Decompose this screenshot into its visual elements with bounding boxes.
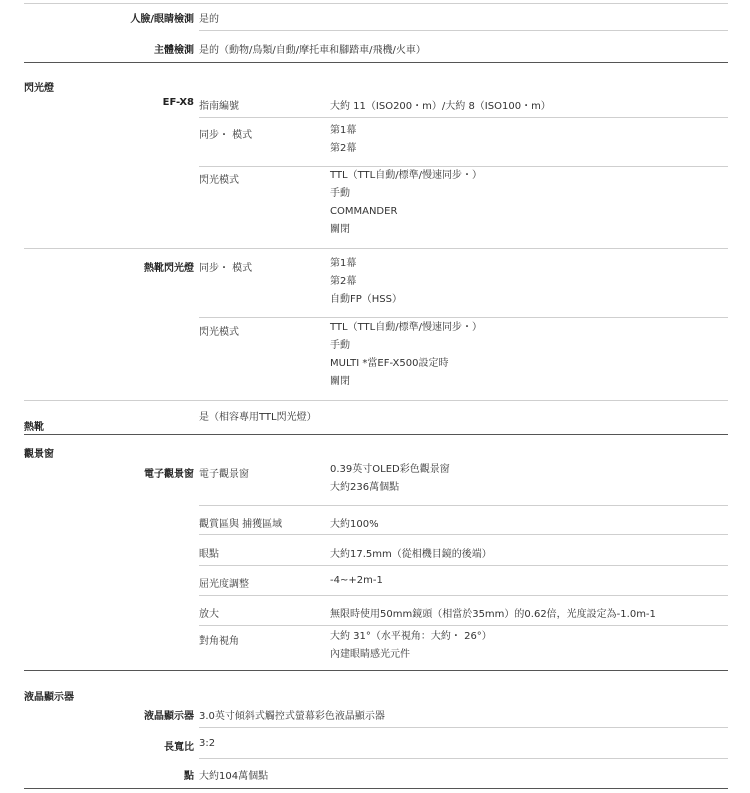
divider	[199, 595, 728, 596]
divider	[199, 505, 728, 506]
divider	[24, 3, 728, 4]
section-title-viewfinder: 觀景窗	[24, 449, 54, 460]
lcd-label: 液晶顯示器	[144, 711, 194, 722]
diagonal-angle-value: 大約 31°（水平視角：大約・ 26°）	[330, 631, 492, 642]
divider	[24, 248, 728, 249]
sync-mode-value: 第2幕	[330, 143, 357, 154]
flash-mode-value: COMMANDER	[330, 206, 398, 217]
hotshoe-value: 是（相容專用TTL閃光燈）	[199, 412, 317, 423]
subject-detect-label: 主體檢測	[154, 45, 194, 56]
evf-values	[330, 461, 450, 497]
diopter-value: -4~+2m-1	[330, 575, 383, 586]
sync-mode-label: 同步・ 模式	[199, 263, 253, 274]
ef-x8-label: EF-X8	[162, 97, 194, 108]
sync-mode-values	[330, 255, 402, 309]
dots-value: 大約104萬個點	[199, 771, 269, 782]
flash-mode-value: MULTI *當EF-X500設定時	[330, 358, 449, 369]
divider	[199, 317, 728, 318]
flash-mode-values	[330, 319, 482, 391]
eyepoint-value: 大約17.5mm（從相機目鏡的後端）	[330, 549, 492, 560]
face-eye-detect-value: 是的	[199, 14, 219, 25]
coverage-value: 大約100%	[330, 519, 379, 530]
divider	[199, 534, 728, 535]
magnification-label: 放大	[199, 609, 219, 620]
guide-number-value: 大約 11（ISO200・m）/大約 8（ISO100・m）	[330, 101, 551, 112]
evf-item-label: 電子觀景窗	[199, 469, 249, 480]
guide-number-label: 指南編號	[199, 101, 239, 112]
sync-mode-value: 第2幕	[330, 276, 357, 287]
magnification-value: 無限時使用50mm鏡頭（相當於35mm）的0.62倍，光度設定為-1.0m-1	[330, 609, 656, 620]
flash-mode-value: TTL（TTL自動/標準/慢速同步・）	[330, 322, 482, 333]
flash-mode-label: 閃光模式	[199, 327, 239, 338]
flash-mode-label: 閃光模式	[199, 175, 239, 186]
flash-mode-value: TTL（TTL自動/標準/慢速同步・）	[330, 170, 482, 181]
diagonal-angle-label: 對角視角	[199, 636, 239, 647]
flash-mode-value: 關閉	[330, 376, 350, 387]
section-divider	[24, 62, 728, 63]
flash-mode-value: 關閉	[330, 224, 350, 235]
section-divider	[24, 670, 728, 671]
section-title-flash: 閃光燈	[24, 83, 54, 94]
eyepoint-label: 眼點	[199, 549, 219, 560]
divider	[199, 117, 728, 118]
divider	[199, 625, 728, 626]
dots-label: 點	[184, 771, 194, 782]
face-eye-detect-label: 人臉/眼睛檢測	[130, 14, 194, 25]
sync-mode-label: 同步・ 模式	[199, 130, 253, 141]
section-divider	[24, 788, 728, 789]
sync-mode-value: 自動FP（HSS）	[330, 294, 402, 305]
evf-label: 電子觀景窗	[144, 469, 194, 480]
diagonal-angle-values	[330, 628, 492, 664]
divider	[24, 400, 728, 401]
section-divider	[24, 434, 728, 435]
evf-value: 大約236萬個點	[330, 482, 400, 493]
coverage-label: 觀賞區與 捕獲區域	[199, 519, 283, 530]
section-title-lcd: 液晶顯示器	[24, 692, 74, 703]
diopter-label: 屈光度調整	[199, 579, 249, 590]
evf-value: 0.39英寸OLED彩色觀景窗	[330, 464, 450, 475]
divider	[199, 758, 728, 759]
aspect-ratio-label: 長寬比	[164, 742, 194, 753]
flash-mode-value: 手動	[330, 340, 350, 351]
subject-detect-value: 是的（動物/鳥類/自動/摩托車和腳踏車/飛機/火車）	[199, 45, 426, 56]
hotshoe-flash-label: 熱靴閃光燈	[144, 263, 194, 274]
sync-mode-values	[330, 122, 356, 158]
section-title-hotshoe: 熱靴	[24, 422, 44, 433]
sync-mode-value: 第1幕	[330, 258, 357, 269]
flash-mode-value: 手動	[330, 188, 350, 199]
divider	[199, 30, 728, 31]
flash-mode-values	[330, 167, 482, 239]
divider	[199, 727, 728, 728]
diagonal-angle-value: 內建眼睛感光元件	[330, 649, 410, 660]
aspect-ratio-value: 3:2	[199, 738, 216, 749]
sync-mode-value: 第1幕	[330, 125, 357, 136]
divider	[199, 565, 728, 566]
lcd-value: 3.0英寸傾斜式觸控式螢幕彩色液晶顯示器	[199, 711, 385, 722]
